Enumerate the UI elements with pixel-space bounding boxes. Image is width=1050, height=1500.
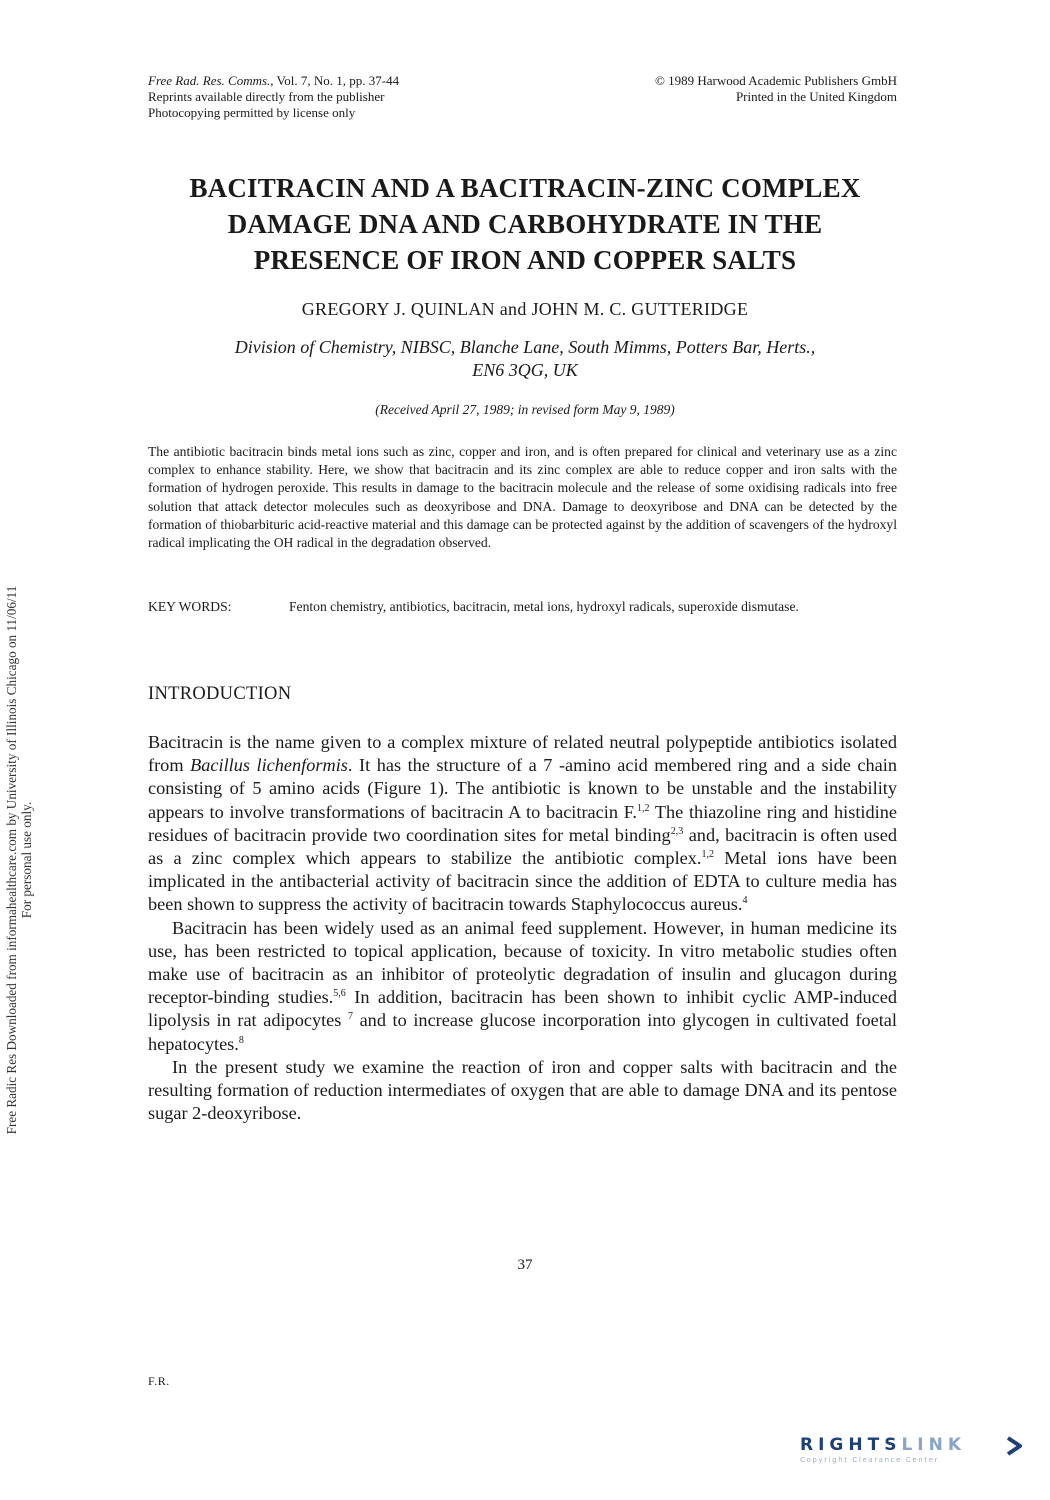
- paragraph-1: [148, 731, 897, 917]
- download-watermark: [4, 420, 34, 1300]
- abstract: The antibiotic bacitracin binds metal ions such as zinc, copper and iron, and is often prepared for clinical and veterinary use as a zinc complex to enhance stability. Here, we show that bacitracin and its zinc complex are able to reduce copper and iron salts with the formation of hydrogen peroxide. This results in damage to the bacitracin molecule and the release of some oxidising radicals into free solution that attack detector molecules such as deoxyribose and DNA. Damage to deoxyribose and DNA can be detected by the formation of thiobarbituric acid-reactive material and this damage can be protected against by the addition of scavengers of the hydroxyl radical implicating the OH radical in the degradation observed.: [148, 444, 897, 551]
- journal-name: Free Rad. Res. Comms.: [148, 73, 271, 88]
- title-line-3: PRESENCE OF IRON AND COPPER SALTS: [253, 245, 797, 275]
- species-name: Bacillus lichenformis: [190, 755, 348, 776]
- affiliation: [100, 336, 950, 382]
- article-title: [100, 170, 950, 278]
- body-text: [148, 731, 897, 1125]
- affiliation-line-2: EN6 3QG, UK: [472, 360, 578, 380]
- printed-line: Printed in the United Kingdom: [735, 89, 897, 104]
- p1-text-b: . It has the structure of a 7 -amino acid membered ring and a side chain consisting of 5 amino acids (Figure 1). The antibiotic is known to be unstable and the instability appears to involve transformations of bacitracin A to bacitracin F.: [148, 755, 897, 822]
- p2-text-c: and to increase glucose incorporation into glycogen in cultivated foetal hepatocytes.: [148, 1010, 897, 1054]
- running-header-left: [148, 73, 568, 121]
- p1-text-a: Bacitracin is the name given to a complex mixture of related neutral polypeptide antibiotics isolated from: [148, 732, 897, 776]
- citation-ref: 5,6: [333, 988, 346, 1000]
- citation-ref: 4: [742, 895, 748, 907]
- p2-text-b: In addition, bacitracin has been shown to inhibit cyclic AMP-induced lipolysis in rat adipocytes: [148, 987, 897, 1031]
- copyright-line: © 1989 Harwood Academic Publishers GmbH: [654, 73, 897, 88]
- journal-citation: [148, 73, 568, 89]
- p1-text-d: and, bacitracin is often used as a zinc complex which appears to stabilize the antibiotic complex.: [148, 824, 897, 869]
- rightslink-wordmark: [800, 1435, 1025, 1455]
- p1-text-c: The thiazoline ring and histidine residues of bacitracin provide two coordination sites for metal binding: [148, 801, 897, 845]
- p2-text-a: Bacitracin has been widely used as an animal feed supplement. However, in human medicine its use, has been restricted to topical application, because of toxicity. In vitro metabolic studies often make use of bacitracin as an inhibitor of proteolytic degradation of insulin and glucagon during receptor-binding studies.: [148, 917, 897, 1008]
- download-note-line-2: For personal use only.: [19, 801, 34, 919]
- citation-ref: 1,2: [701, 848, 714, 860]
- received-dates: (Received April 27, 1989; in revised form May 9, 1989): [375, 402, 675, 417]
- citation-ref: 7: [347, 1011, 353, 1023]
- rightslink-link: LINK: [901, 1435, 966, 1455]
- citation-ref: 2,3: [670, 825, 684, 837]
- keywords-label: KEY WORDS:: [148, 599, 232, 614]
- chevron-right-icon: [1005, 1436, 1023, 1456]
- citation-ref: 8: [238, 1034, 244, 1046]
- keywords: [148, 598, 897, 616]
- rightslink-rights: RIGHTS: [800, 1435, 902, 1455]
- rightslink-subtitle: Copyright Clearance Center: [800, 1456, 940, 1464]
- paragraph-2: [148, 917, 897, 1056]
- citation-ref: 1,2: [636, 802, 650, 814]
- title-line-1: BACITRACIN AND A BACITRACIN-ZINC COMPLEX: [189, 173, 861, 203]
- download-note-line-1: Free Radic Res Downloaded from informahealthcare.com by University of Illinois Chicago on 11/06/11: [4, 585, 19, 1135]
- title-line-2: DAMAGE DNA AND CARBOHYDRATE IN THE: [227, 209, 823, 239]
- affiliation-line-1: Division of Chemistry, NIBSC, Blanche Lane, South Mimms, Potters Bar, Herts.,: [234, 337, 816, 357]
- author-list: GREGORY J. QUINLAN and JOHN M. C. GUTTERIDGE: [301, 299, 749, 319]
- photocopying-note: Photocopying permitted by license only: [148, 105, 356, 120]
- citation-details: , Vol. 7, No. 1, pp. 37-44: [270, 73, 400, 88]
- reprints-note: Reprints available directly from the publisher: [148, 89, 385, 104]
- keywords-text: Fenton chemistry, antibiotics, bacitracin, metal ions, hydroxyl radicals, superoxide dismutase.: [289, 599, 799, 614]
- rightslink-logo[interactable]: [800, 1435, 1025, 1475]
- running-header-right: [537, 73, 897, 105]
- page-number: 37: [517, 1257, 533, 1273]
- footer-mark: F.R.: [148, 1374, 170, 1388]
- p1-text-e: Metal ions have been implicated in the antibacterial activity of bacitracin since the addition of EDTA to culture media has been shown to suppress the activity of bacitracin towards Staphylococcus aureus.: [148, 848, 897, 915]
- paragraph-3: In the present study we examine the reaction of iron and copper salts with bacitracin and the resulting formation of reduction intermediates of oxygen that are able to damage DNA and its pentose sugar 2-deoxyribose.: [148, 1056, 897, 1124]
- section-heading: INTRODUCTION: [148, 684, 292, 704]
